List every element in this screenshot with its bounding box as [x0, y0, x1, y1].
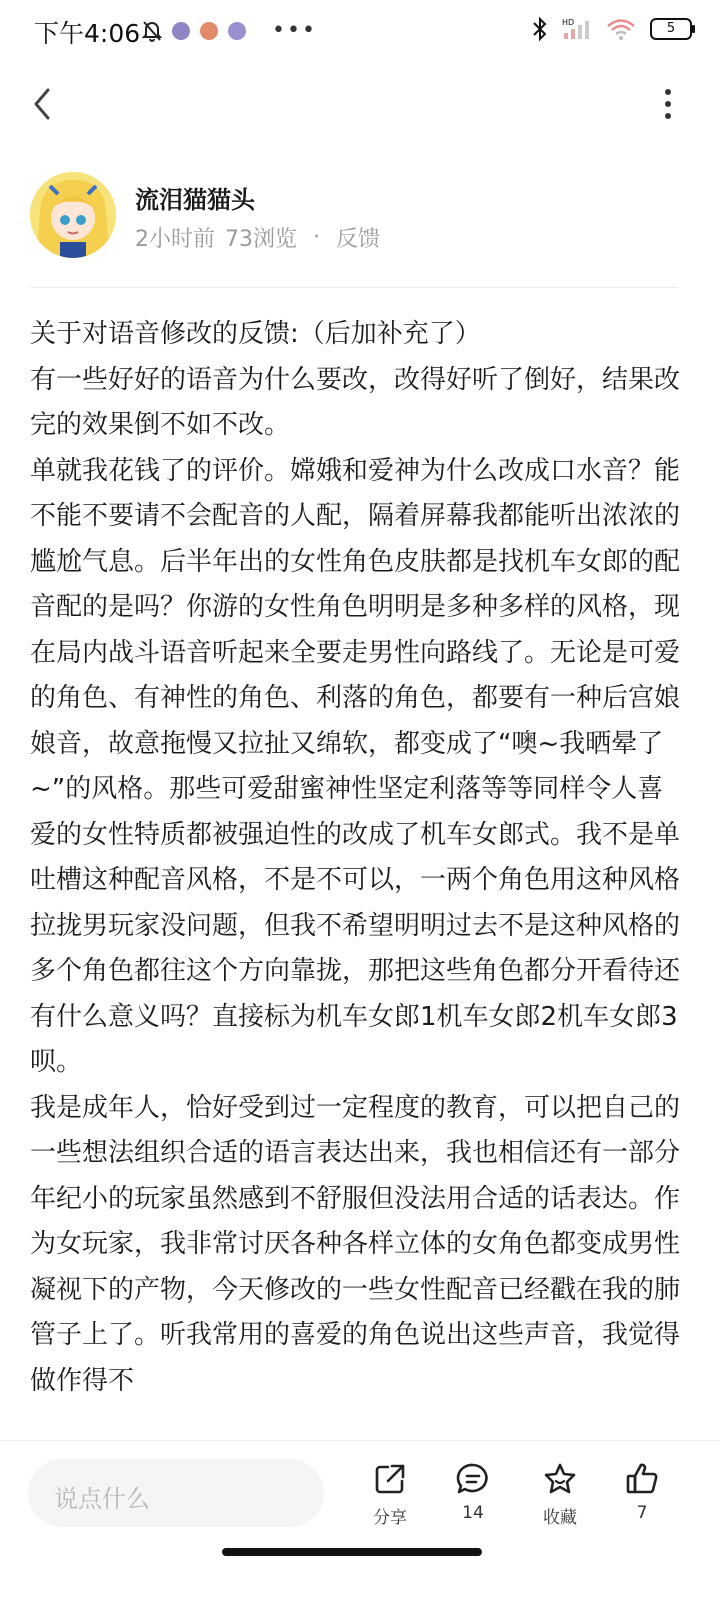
battery-icon: 5 [650, 18, 692, 40]
meta-separator: · [313, 225, 320, 250]
wifi-icon [606, 17, 636, 41]
post-category[interactable]: 反馈 [336, 227, 381, 252]
post-meta [135, 222, 380, 253]
comment-icon [455, 1461, 491, 1497]
comment-input[interactable] [28, 1459, 324, 1527]
avatar[interactable] [30, 172, 116, 258]
status-notification-icons [142, 18, 317, 43]
home-indicator[interactable] [222, 1548, 482, 1556]
post-paragraph: 单就我花钱了的评价。嫦娥和爱神为什么改成口水音？能不能不要请不会配音的人配，隔着屏幕我都能听出浓浓的尴尬气息。后半年出的女性角色皮肤都是找机车女郎的配音配的是吗？你游的女性角色明明是多种多样的风格，现在局内战斗语音听起来全要走男性向路线了。无论是可爱的角色、有神性的角色、利落的角色，都要有一种后宫娘娘音，故意拖慢又拉扯又绵软，都变成了“噢~我晒晕了~”的风格。那些可爱甜蜜神性坚定利落等等同样令人喜爱的女性特质都被强迫性的改成了机车女郎式。我不是单吐槽这种配音风格，不是不可以，一两个角色用这种风格拉拢男玩家没问题，但我不希望明明过去不是这种风格的多个角色都往这个方向靠拢，那把这些角色都分开看待还有什么意义吗？直接标为机车女郎1机车女郎2机车女郎3呗。 [30, 455, 681, 1077]
back-icon[interactable] [24, 84, 64, 124]
post-paragraph: 我是成年人，恰好受到过一定程度的教育，可以把自己的一些想法组织合适的语言表达出来，我也相信还有一部分年纪小的玩家虽然感到不舒服但没法用合适的话表达。作为女玩家，我非常讨厌各种各样立体的女角色都变成男性凝视下的产物，今天修改的一些女性配音已经戳在我的肺管子上了。听我常用的喜爱的角色说出这些声音，我觉得做作得不 [30, 1092, 681, 1396]
status-time: 下午4:06 [34, 19, 141, 48]
favorite-button[interactable] [525, 1461, 595, 1528]
like-count: 7 [636, 1503, 648, 1523]
app-notification-icon [172, 22, 190, 40]
author-name[interactable]: 流泪猫猫头 [135, 186, 255, 214]
status-bar [0, 0, 720, 64]
divider [30, 287, 678, 288]
share-button[interactable] [355, 1461, 425, 1528]
bluetooth-icon [532, 16, 548, 42]
status-right [532, 16, 692, 42]
mute-bell-icon [142, 20, 162, 42]
post-paragraph: 关于对语音修改的反馈:（后加补充了） [30, 319, 481, 349]
share-label: 分享 [373, 1508, 407, 1528]
comment-placeholder: 说点什么 [54, 1485, 150, 1513]
comment-button[interactable] [438, 1461, 508, 1523]
comment-count: 14 [462, 1503, 484, 1523]
like-button[interactable] [607, 1461, 677, 1523]
signal-icon [562, 17, 592, 41]
more-notifications-icon: ••• [272, 18, 317, 43]
post-views: 73浏览 [225, 227, 297, 252]
favorite-label: 收藏 [543, 1508, 577, 1528]
post-paragraph: 有一些好好的语音为什么要改，改得好听了倒好，结果改完的效果倒不如不改。 [30, 364, 681, 440]
star-icon [542, 1461, 578, 1497]
app-notification-icon [200, 22, 218, 40]
network-type-label: HD [562, 18, 575, 27]
bottom-action-bar [0, 1440, 720, 1601]
avatar-illustration [30, 172, 116, 258]
app-notification-icon [228, 22, 246, 40]
more-options-icon[interactable] [656, 86, 680, 122]
post-time: 2小时前 [135, 227, 215, 252]
post-content [30, 312, 680, 1404]
share-icon [372, 1461, 408, 1497]
thumbs-up-icon [624, 1461, 660, 1497]
